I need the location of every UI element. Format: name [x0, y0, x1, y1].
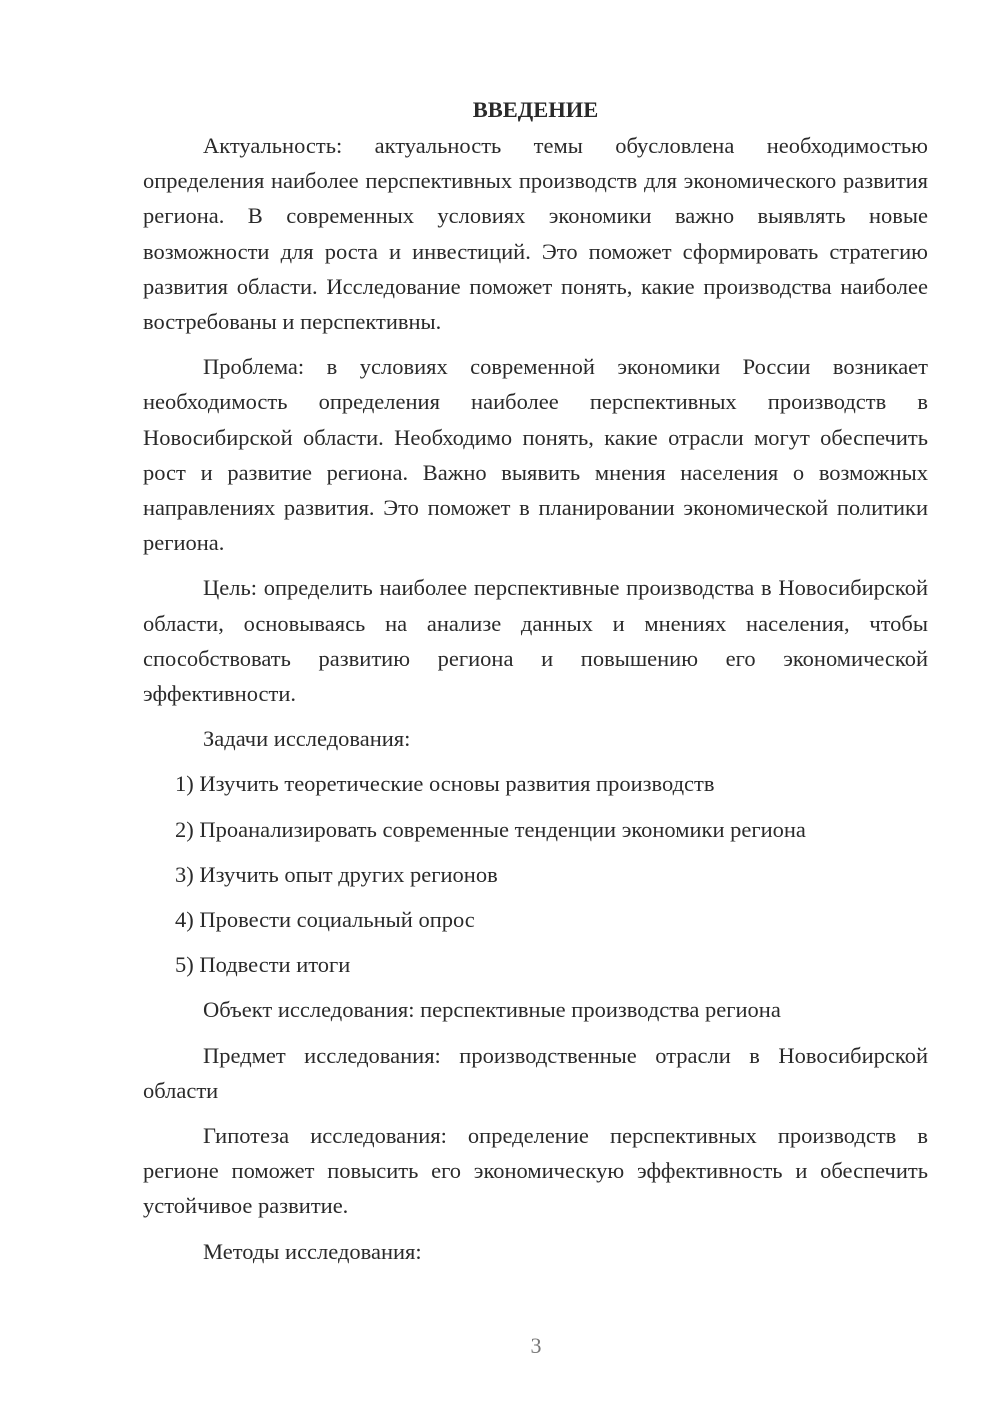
list-item: 3) Изучить опыт других регионов: [175, 861, 498, 887]
document-body: [143, 92, 928, 1269]
hypothesis-paragraph: Гипотеза исследования: определение перспективных производств в регионе поможет повысить его экономическую эффективность и обеспечить устойчивое развитие.: [143, 1123, 928, 1219]
subject-paragraph: Предмет исследования: производственные отрасли в Новосибирской области: [143, 1042, 928, 1103]
object-paragraph: Объект исследования: перспективные производства региона: [203, 997, 781, 1023]
goal-paragraph: Цель: определить наиболее перспективные производства в Новосибирской области, основываясь на анализе данных и мнениях населения, чтобы способствовать развитию региона и повышению его экономической эффективности.: [143, 575, 928, 707]
problem-paragraph: Проблема: в условиях современной экономики России возникает необходимость определения наиболее перспективных производств в Новосибирской области. Необходимо понять, какие отрасли могут обеспечить рост и развитие региона. Важно выявить мнения населения о возможных направлениях развития. Это поможет в планировании экономической политики региона.: [143, 354, 928, 556]
list-item: 5) Подвести итоги: [175, 952, 351, 978]
tasks-list: [143, 766, 928, 982]
page-number: 3: [530, 1333, 542, 1358]
relevance-paragraph: Актуальность: актуальность темы обусловлена необходимостью определения наиболее перспективных производств для экономического развития региона. В современных условиях экономики важно выявлять новые возможности для роста и инвестиций. Это поможет сформировать стратегию развития области. Исследование поможет понять, какие производства наиболее востребованы и перспективны.: [143, 133, 928, 335]
list-item: 2) Проанализировать современные тенденции экономики региона: [175, 816, 806, 842]
methods-title: Методы исследования:: [203, 1238, 422, 1264]
list-item: 1) Изучить теоретические основы развития производств: [175, 771, 715, 797]
tasks-title: Задачи исследования:: [203, 726, 411, 752]
list-item: 4) Провести социальный опрос: [175, 907, 475, 933]
section-heading: ВВЕДЕНИЕ: [472, 97, 599, 122]
